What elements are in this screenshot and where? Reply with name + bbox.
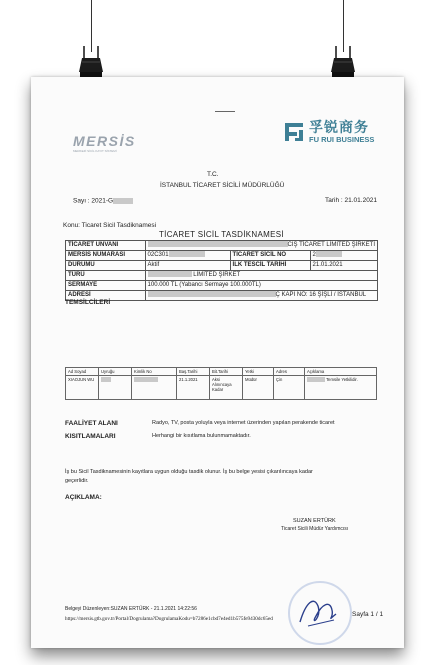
verification-url: https://mersis.gtb.gov.tr/Portal/Dogrulama?DogrulamaKodu=b7286e1cbd7e4ed1b575fe9430dc65ed: [65, 616, 273, 622]
cell-note-text: Temsile Yetkilidir.: [326, 377, 358, 382]
signature-icon: [296, 592, 344, 632]
redaction: [169, 251, 205, 257]
brand-name-en: FU RUI BUSINESS: [309, 135, 375, 144]
field-label: MERSİS NUMARASI: [66, 251, 146, 261]
cell-address: Çin: [274, 376, 305, 400]
field-label: İLK TESCİL TARİHİ: [230, 261, 310, 271]
registry-info-table: [65, 240, 378, 301]
table-row: [66, 241, 378, 251]
table-row: [66, 281, 378, 291]
redaction: [316, 251, 342, 257]
signatory-name: SUZAN ERTÜRK: [293, 518, 336, 524]
field-value: [145, 291, 377, 301]
mersis-logo: MERSİS: [73, 133, 136, 149]
column-header: Kimlik No: [132, 368, 177, 376]
field-label: TÜRÜ: [66, 271, 146, 281]
country-label: T.C.: [207, 171, 219, 178]
field-value: [310, 251, 377, 261]
trade-name-value: CIŞ TİCARET LİMİTED ŞİRKETİ: [287, 242, 375, 248]
redaction: [148, 241, 288, 247]
field-value: [145, 271, 377, 281]
column-header: Ad Soyad: [66, 368, 99, 376]
cell-start-date: 21.1.2021: [177, 376, 210, 400]
page-number: Sayfa 1 / 1: [352, 611, 384, 618]
doc-subject: Konu: Ticaret Sicil Tasdiknamesi: [63, 222, 157, 229]
column-header: Adres: [274, 368, 305, 376]
signatory-title: Ticaret Sicili Müdür Yardımcısı: [281, 526, 349, 532]
table-header-row: [66, 368, 377, 376]
issuer-line: Belgeyi Düzenleyen:SUZAN ERTÜRK - 21.1.2021 14:22:56: [65, 606, 197, 612]
activity-label: FAALİYET ALANI: [65, 420, 118, 427]
representatives-table: [65, 367, 377, 400]
doc-number-text: Sayı : 2021-G: [73, 197, 114, 205]
representatives-heading: TEMSİLCİLERİ: [65, 299, 111, 306]
redaction: [134, 377, 158, 382]
table-row: [66, 261, 378, 271]
first-registration-date-value: 21.01.2021: [310, 261, 377, 271]
company-type-value: LİMİTED ŞİRKET: [193, 272, 241, 278]
address-value: Ç KAPI NO: 16 ŞİŞLİ / İSTANBUL: [275, 292, 367, 298]
capital-value: 100.000 TL (Yabancı Sermaye 100.000TL): [145, 281, 377, 291]
office-title: İSTANBUL TİCARET SİCİLİ MÜDÜRLÜĞÜ: [160, 182, 285, 189]
doc-title: TİCARET SİCİL TASDİKNAMESİ: [159, 230, 284, 239]
field-label: ADRESİ: [66, 291, 146, 301]
table-row: [66, 376, 377, 400]
redaction: [148, 271, 192, 277]
doc-number: [73, 198, 133, 205]
cell-end-date: Aksi Alınıncaya Kadar: [210, 376, 243, 400]
field-value: [145, 241, 377, 251]
redaction: [113, 198, 133, 204]
cell-name: XIAOJUN WU: [66, 376, 99, 400]
restrictions-label: KISITLAMALARI: [65, 433, 116, 440]
trade-registry-number-value: 2: [312, 252, 316, 258]
explanation-heading: AÇIKLAMA:: [65, 494, 102, 501]
field-label: TİCARET SİCİL NO: [230, 251, 310, 261]
doc-date: Tarih : 21.01.2021: [325, 197, 378, 204]
cell-authority: Müdür: [243, 376, 274, 400]
column-header: Bit.Tarihi: [210, 368, 243, 376]
redaction: [101, 377, 111, 382]
cell-nationality: [99, 376, 132, 400]
field-label: TİCARET UNVANI: [66, 241, 146, 251]
table-row: [66, 291, 378, 301]
redaction: [148, 291, 276, 297]
certificate-poster: [31, 77, 404, 648]
certification-note-line1: İş bu Sicil Tasdiknamesinin kayıtlara uygun olduğu tasdik olunur. İş bu belge yesisi çıkarılıncaya kadar: [65, 469, 313, 475]
certification-note-line2: geçerlidir.: [65, 478, 89, 484]
table-row: [66, 271, 378, 281]
field-label: SERMAYE: [66, 281, 146, 291]
activity-value: Radyo, TV, posta yoluyla veya internet üzerinden yapılan perakende ticaret: [152, 420, 335, 426]
mersis-number-value: 02C301: [147, 252, 169, 258]
status-value: Aktif: [145, 261, 230, 271]
column-header: Baş.Tarihi: [177, 368, 210, 376]
brand-name-cn: 孚锐商务: [309, 119, 369, 135]
cell-id: [132, 376, 177, 400]
top-dash: [215, 111, 235, 112]
table-row: [66, 251, 378, 261]
cell-note: [305, 376, 377, 400]
furui-logo-icon: [283, 121, 305, 143]
restrictions-value: Herhangi bir kısıtlama bulunmamaktadır.: [152, 433, 251, 439]
column-header: Yetki: [243, 368, 274, 376]
field-value: [145, 251, 230, 261]
redaction: [307, 377, 325, 382]
column-header: Açıklama: [305, 368, 377, 376]
mersis-tagline: MERKEZİ SİCİL KAYIT SİSTEMİ: [73, 149, 117, 153]
column-header: Uyruğu: [99, 368, 132, 376]
field-label: DURUMU: [66, 261, 146, 271]
